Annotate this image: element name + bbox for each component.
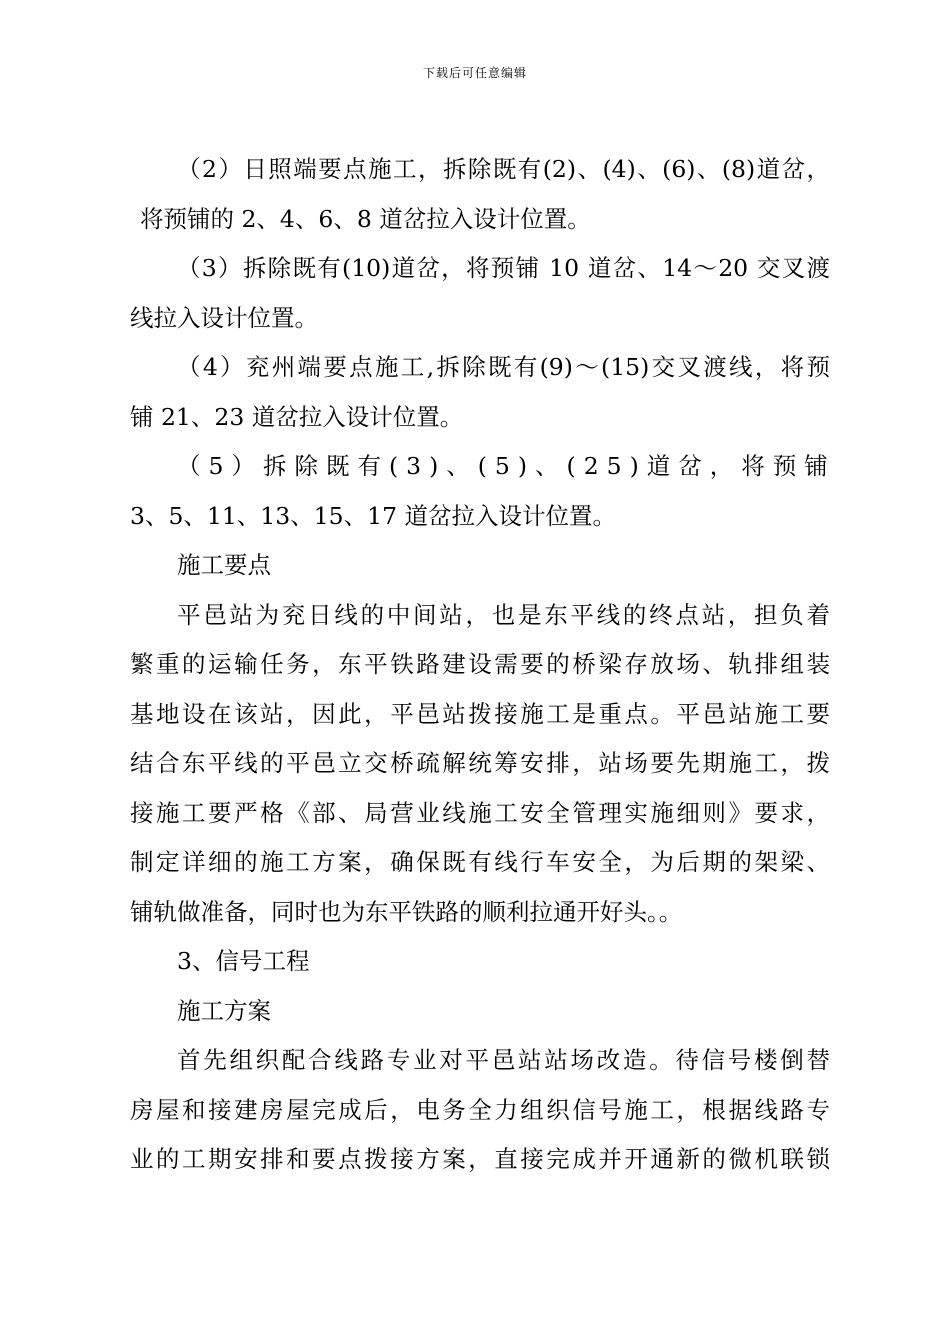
text-line: 将预铺的 2、4、6、8 道岔拉入设计位置。 <box>140 204 591 233</box>
paragraph-pingyi-station <box>130 591 830 938</box>
paragraph-signal-plan <box>130 1036 830 1185</box>
text-line: （2）日照端要点施工，拆除既有(2)、(4)、(6)、(8)道岔， <box>177 155 830 183</box>
heading-text: 3、信号工程 <box>177 947 310 975</box>
text-line: 结合东平线的平邑立交桥疏解统筹安排，站场要先期施工，拨 <box>130 749 830 777</box>
text-line: 铺 21、23 道岔拉入设计位置。 <box>130 402 464 431</box>
paragraph-step-2 <box>130 145 830 244</box>
section-heading-signal-engineering <box>130 937 830 987</box>
paragraph-step-3 <box>130 244 830 343</box>
text-line: （3）拆除既有(10)道岔，将预铺 10 道岔、14～20 交叉渡 <box>177 254 830 282</box>
text-line: 房屋和接建房屋完成后，电务全力组织信号施工，根据线路专 <box>130 1095 830 1124</box>
text-line: 制定详细的施工方案，确保既有线行车安全，为后期的架梁、 <box>130 848 830 876</box>
text-line: 繁重的运输任务，东平铁路建设需要的桥梁存放场、轨排组装 <box>130 650 830 678</box>
text-line: （4）兖州端要点施工,拆除既有(9)～(15)交叉渡线，将预 <box>177 353 830 381</box>
text-line: 首先组织配合线路专业对平邑站站场改造。待信号楼倒替 <box>177 1046 830 1074</box>
section-heading-construction-plan <box>130 987 830 1037</box>
text-line: 3、5、11、13、15、17 道岔拉入设计位置。 <box>130 501 616 530</box>
text-line: 接施工要严格《部、局营业线施工安全管理实施细则》要求， <box>130 798 830 827</box>
text-line: 线拉入设计位置。 <box>130 303 318 332</box>
paragraph-step-5 <box>130 442 836 541</box>
paragraph-step-4 <box>130 343 830 442</box>
text-line: 铺轨做准备，同时也为东平铁路的顺利拉通开好头。。 <box>130 897 683 926</box>
text-line: 业的工期安排和要点拨接方案，直接完成并开通新的微机联锁 <box>130 1145 830 1173</box>
document-body <box>130 145 836 1185</box>
text-line: 基地设在该站，因此，平邑站拨接施工是重点。平邑站施工要 <box>130 699 830 728</box>
page-header: 下载后可任意编辑 <box>422 66 527 80</box>
text-line: （5）拆除既有(3)、(5)、(25)道岔，将预铺 <box>177 452 836 480</box>
heading-text: 施工方案 <box>177 996 271 1025</box>
text-line: 平邑站为兖日线的中间站，也是东平线的终点站，担负着 <box>177 600 830 629</box>
section-heading-construction-points <box>130 541 830 591</box>
heading-text: 施工要点 <box>177 551 271 579</box>
